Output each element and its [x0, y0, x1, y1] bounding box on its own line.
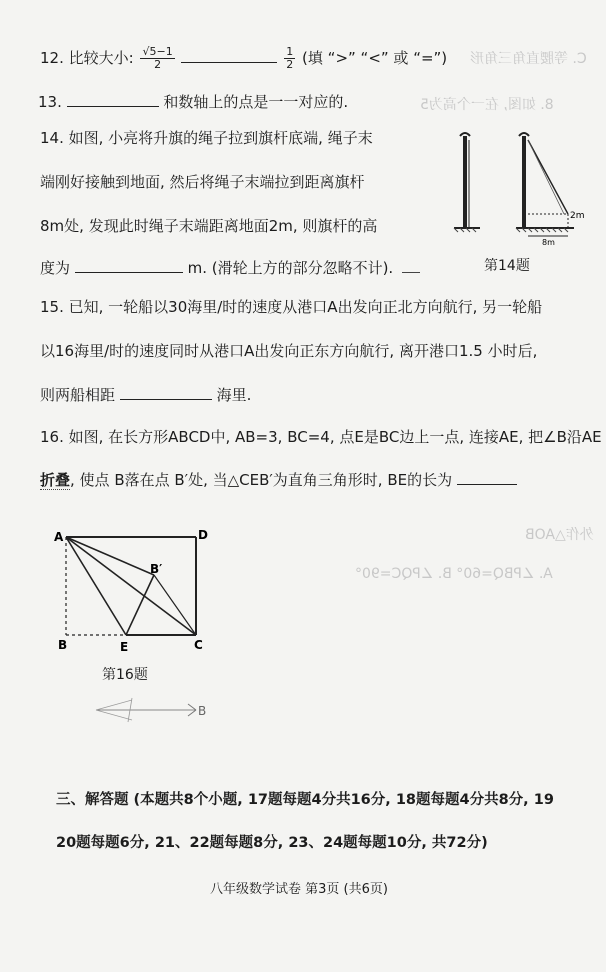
q14-line-3: 8m处, 发现此时绳子末端距离地面2m, 则旗杆的高 [40, 217, 378, 235]
q14-answer-blank[interactable] [75, 258, 183, 273]
q12-fraction-1: $\frac{√5-1}{2}$ [142, 45, 173, 71]
q16-line-1: 16. 如图, 在长方形ABCD中, AB=3, BC=4, 点E是BC边上一点, 连接AE, 把∠B沿AE [40, 428, 602, 446]
bleed-through-text-3: 外作△AOB [525, 527, 594, 543]
fig16-label-A: A [54, 530, 64, 544]
q13-text: 和数轴上的点是一一对应的. [163, 93, 349, 111]
q12-suffix: (填 “>” “<” 或 “=”) [302, 49, 448, 67]
bleed-through-text-1: C. 等腰直角三角形 [470, 51, 587, 67]
fig16-label-D: D [198, 528, 208, 542]
section-3-heading: 三、解答题 (本题共8个小题, 17题每题4分共16分, 18题每题4分共8分, 19 [56, 792, 554, 808]
fig14-label-2m: 2m [570, 211, 585, 221]
q13-answer-blank[interactable] [67, 92, 159, 107]
section-3-subheading: 20题每题6分, 21、22题每题8分, 23、24题每题10分, 共72分) [56, 835, 488, 851]
q14-line-2: 端刚好接触到地面, 然后将绳子末端拉到距离旗杆 [40, 173, 365, 191]
faint-sketch-mark [92, 694, 212, 724]
q16-answer-blank[interactable] [457, 470, 517, 485]
q14-line-1: 14. 如图, 小亮将升旗的绳子拉到旗杆底端, 绳子末 [40, 129, 373, 147]
bleed-through-text-2: 8. 如图, 在一个高为5 [420, 97, 554, 113]
q12-prefix: 12. 比较大小: [40, 49, 134, 67]
page-footer: 八年级数学试卷 第3页 (共6页) [210, 882, 388, 897]
q16-line-2: 折叠, 使点 B落在点 B′处, 当△CEB′为直角三角形时, BE的长为 [40, 470, 517, 490]
fig16-label-Bprime: B′ [150, 562, 163, 576]
q15-line-3: 则两船相距 海里. [40, 386, 252, 404]
figure-16-rectangle [52, 525, 252, 675]
q13-number: 13. [38, 93, 62, 111]
q12-fraction-2: $\frac{1}{2}$ [286, 45, 294, 71]
q15-line-1: 15. 已知, 一轮船以30海里/时的速度从港口A出发向正北方向航行, 另一轮船 [40, 298, 543, 316]
svg-text:B: B [198, 704, 207, 718]
fig16-label-B: B [58, 638, 68, 652]
figure-14-caption: 第14题 [484, 258, 530, 274]
q12-answer-blank[interactable] [181, 48, 277, 63]
fig16-label-C: C [194, 638, 203, 652]
question-12 [40, 46, 447, 71]
figure-16-caption: 第16题 [102, 667, 148, 683]
bleed-through-text-4: A. ∠PBQ=60° B. ∠PQC=90° [355, 566, 553, 582]
question-13 [38, 92, 348, 112]
fig16-label-E: E [120, 640, 129, 654]
fig14-label-8m: 8m [542, 238, 555, 247]
figure-14-flagpole [450, 128, 590, 248]
q15-answer-blank[interactable] [120, 385, 212, 400]
q15-line-2: 以16海里/时的速度同时从港口A出发向正东方向航行, 离开港口1.5 小时后, [40, 342, 538, 360]
q14-line-4: 度为 m. (滑轮上方的部分忽略不计). [40, 258, 420, 278]
